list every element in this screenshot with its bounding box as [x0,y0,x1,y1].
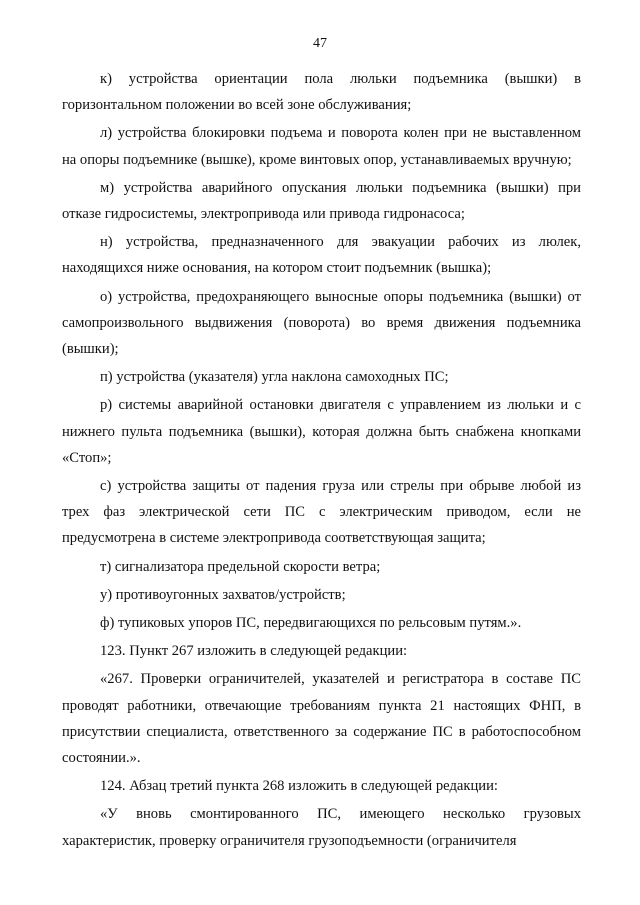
item-268-text: «У вновь смонтированного ПС, имеющего несколько грузовых характеристик, проверку ограничителя грузоподъемности (ограничителя [62,806,581,849]
paragraph-p: п) устройства (указателя) угла наклона самоходных ПС; [100,369,449,386]
item-124-heading: 124. Абзац третий пункта 268 изложить в следующей редакции: [100,778,498,795]
paragraph-s: с) устройства защиты от падения груза или стрелы при обрыве любой из трех фаз электрической сети ПС с электрическим приводом, если не предусмотрена в системе электропривода соответствующая защита; [62,478,581,547]
item-267-text: «267. Проверки ограничителей, указателей и регистратора в составе ПС проводят работники, отвечающие требованиям пункта 21 настоящих ФНП, в присутствии специалиста, ответственного за содержание ПС в работоспособном состоянии.». [62,671,581,767]
page-number: 47 [313,36,327,51]
paragraph-m: м) устройства аварийного опускания люльки подъемника (вышки) при отказе гидросистемы, электропривода или привода гидронасоса; [62,179,581,223]
paragraph-t: т) сигнализатора предельной скорости ветра; [100,558,381,575]
paragraph-r: р) системы аварийной остановки двигателя с управлением из люльки и с нижнего пульта подъемника (вышки), которая должна быть снабжена кнопками «Стоп»; [62,397,581,466]
paragraph-f: ф) тупиковых упоров ПС, передвигающихся по рельсовым путям.». [100,615,522,632]
paragraph-o: о) устройства, предохраняющего выносные опоры подъемника (вышки) от самопроизвольного выдвижения (поворота) во время движения подъемника (вышки); [62,288,581,358]
paragraph-u: у) противоугонных захватов/устройств; [100,586,346,603]
paragraph-l: л) устройства блокировки подъема и поворота колен при не выставленном на опоры подъемнике (вышке), кроме винтовых опор, устанавливаемых вручную; [62,125,581,168]
document-body [62,66,581,856]
paragraph-n: н) устройства, предназначенного для эвакуации рабочих из люлек, находящихся ниже основания, на котором стоит подъемник (вышка); [62,234,581,277]
item-123-heading: 123. Пункт 267 изложить в следующей редакции: [100,643,408,660]
paragraph-k: к) устройства ориентации пола люльки подъемника (вышки) в горизонтальном положении во всей зоне обслуживания; [62,71,581,114]
